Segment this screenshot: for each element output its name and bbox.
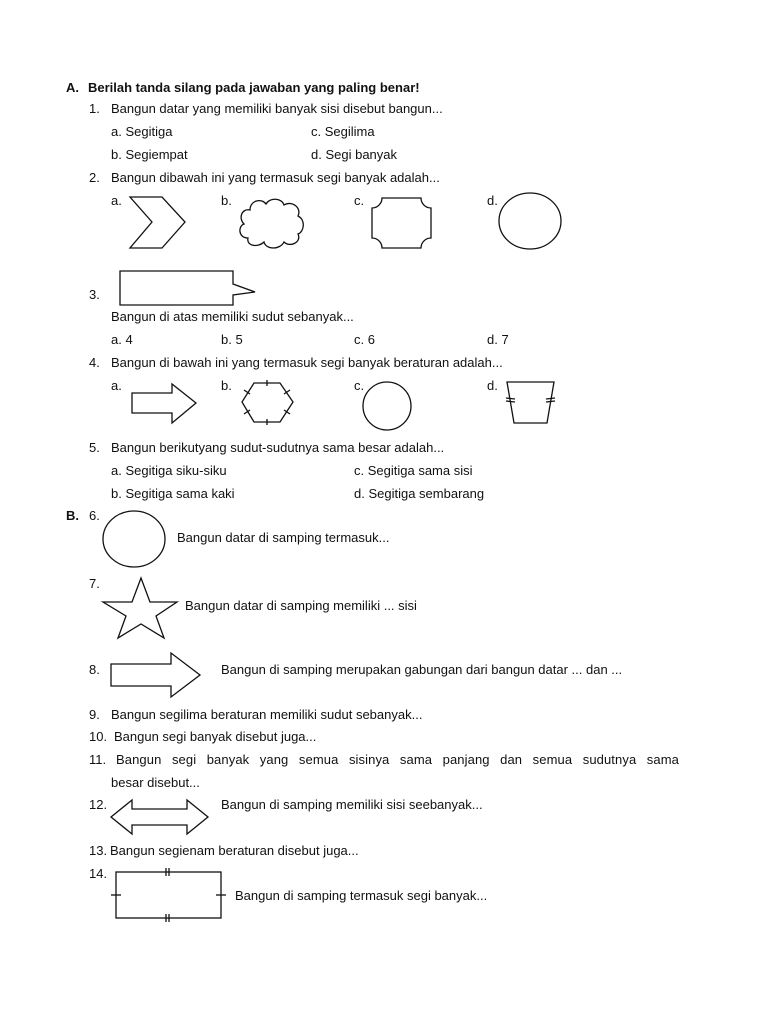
q3-option-c: c. 6 <box>354 332 375 347</box>
q5-option-d: d. Segitiga sembarang <box>354 486 485 501</box>
chevron-arrow-icon <box>128 195 188 251</box>
q9-text: Bangun segilima beraturan memiliki sudut sebanyak... <box>111 707 423 722</box>
q13-text: Bangun segienam beraturan disebut juga... <box>110 843 359 858</box>
q2-label-b: b. <box>221 193 232 208</box>
q7-text: Bangun datar di samping memiliki ... sisi <box>185 598 417 613</box>
q1-option-a: a. Segitiga <box>111 124 173 139</box>
rectangle-with-tick-marks-icon <box>111 868 227 924</box>
q1-text: Bangun datar yang memiliki banyak sisi disebut bangun... <box>111 101 443 116</box>
q2-number: 2. <box>89 170 100 185</box>
q10-number: 10. <box>89 729 108 744</box>
cloud-icon <box>236 196 306 250</box>
q3-number: 3. <box>89 287 100 302</box>
q5-option-a: a. Segitiga siku-siku <box>111 463 227 478</box>
q11-text-line2: besar disebut... <box>111 775 200 790</box>
q12-number: 12. <box>89 797 108 812</box>
q11-number: 11. <box>89 752 107 767</box>
q3-option-a: a. 4 <box>111 332 133 347</box>
q1-option-d: d. Segi banyak <box>311 147 398 162</box>
q4-label-a: a. <box>111 378 122 393</box>
circle-icon <box>362 381 412 431</box>
q12-text: Bangun di samping memiliki sisi seebanyak... <box>221 797 483 812</box>
q1-number: 1. <box>89 101 100 116</box>
q4-label-b: b. <box>221 378 232 393</box>
section-b-letter: B. <box>66 508 79 523</box>
notched-square-icon <box>370 196 434 250</box>
q8-number: 8. <box>89 662 100 677</box>
q10-text: Bangun segi banyak disebut juga... <box>114 729 317 744</box>
q2-label-c: c. <box>354 193 365 208</box>
q6-number: 6. <box>89 508 100 523</box>
q5-number: 5. <box>89 440 100 455</box>
speech-callout-icon <box>118 269 258 309</box>
star-icon <box>101 576 181 640</box>
q5-option-b: b. Segitiga sama kaki <box>111 486 235 501</box>
q5-option-c: c. Segitiga sama sisi <box>354 463 473 478</box>
section-a-instruction: Berilah tanda silang pada jawaban yang paling benar! <box>88 80 420 95</box>
q2-text: Bangun dibawah ini yang termasuk segi banyak adalah... <box>111 170 440 185</box>
circle-icon <box>102 510 168 570</box>
q2-label-d: d. <box>487 193 498 208</box>
q7-number: 7. <box>89 576 100 591</box>
q6-text: Bangun datar di samping termasuk... <box>177 530 390 545</box>
block-arrow-icon <box>109 651 203 699</box>
q5-text: Bangun berikutyang sudut-sudutnya sama besar adalah... <box>111 440 445 455</box>
trapezoid-icon <box>505 380 557 426</box>
q3-option-d: d. 7 <box>487 332 509 347</box>
q8-text: Bangun di samping merupakan gabungan dari bangun datar ... dan ... <box>221 662 623 677</box>
q9-number: 9. <box>89 707 100 722</box>
q4-text: Bangun di bawah ini yang termasuk segi banyak beraturan adalah... <box>111 355 503 370</box>
regular-hexagon-icon <box>240 380 296 426</box>
q1-option-b: b. Segiempat <box>111 147 188 162</box>
q1-option-c: c. Segilima <box>311 124 375 139</box>
double-arrow-icon <box>109 798 211 838</box>
q4-label-c: c. <box>354 378 365 393</box>
block-arrow-icon <box>130 382 198 426</box>
q3-text: Bangun di atas memiliki sudut sebanyak... <box>111 309 354 324</box>
q4-label-d: d. <box>487 378 498 393</box>
q11-text-line1: Bangun segi banyak yang semua sisinya sama panjang dan semua sudutnya sama <box>116 752 679 767</box>
circle-icon <box>498 192 564 252</box>
section-a-letter: A. <box>66 80 79 95</box>
q3-option-b: b. 5 <box>221 332 243 347</box>
q14-number: 14. <box>89 866 108 881</box>
q14-text: Bangun di samping termasuk segi banyak... <box>235 888 488 903</box>
q2-label-a: a. <box>111 193 122 208</box>
q13-number: 13. <box>89 843 108 858</box>
q4-number: 4. <box>89 355 100 370</box>
